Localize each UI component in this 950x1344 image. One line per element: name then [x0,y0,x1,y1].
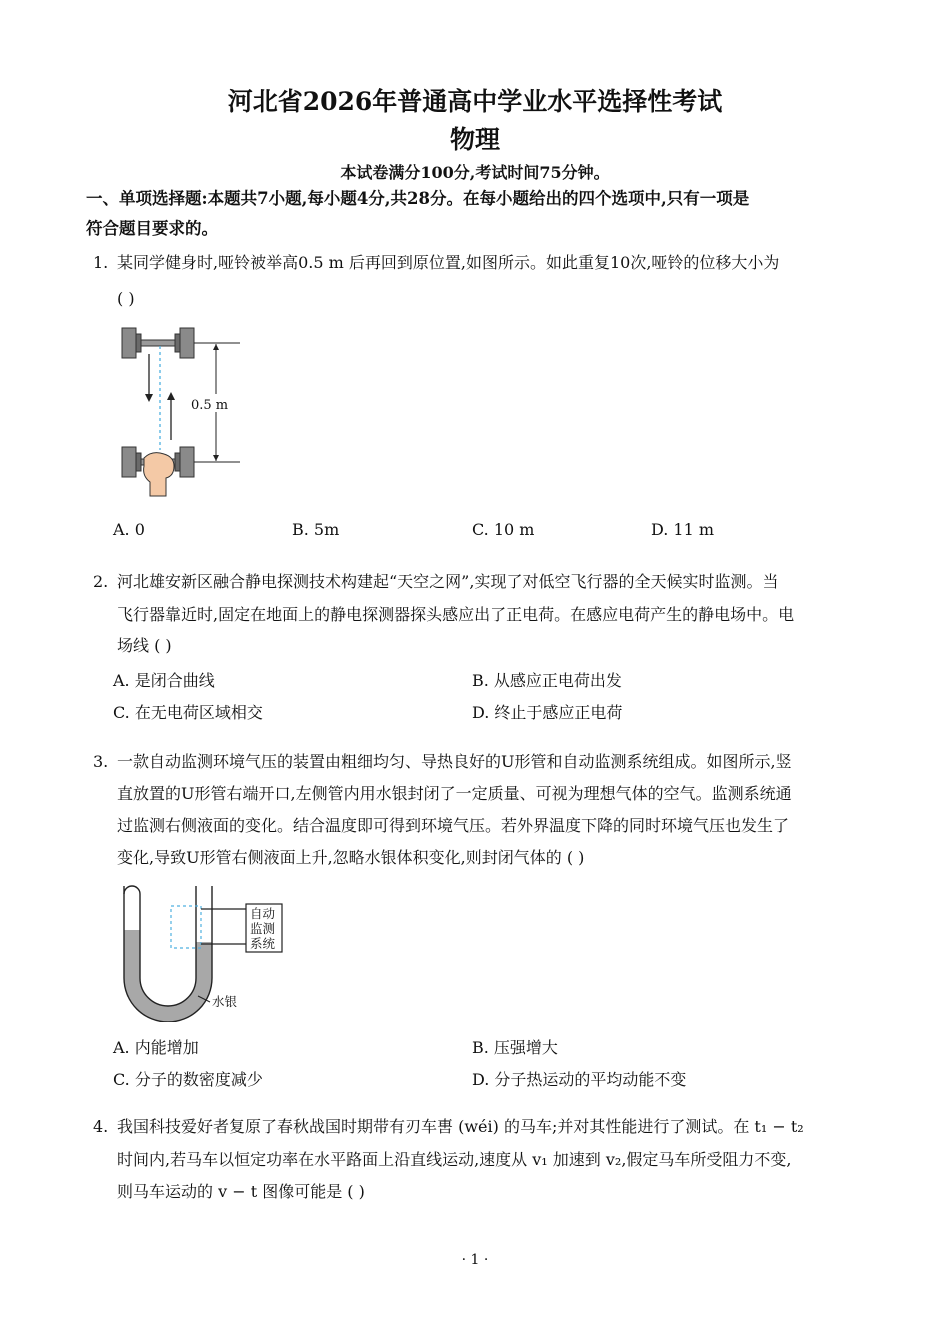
question-4-line2: 时间内,若马车以恒定功率在水平路面上沿直线运动,速度从 v₁ 加速到 v₂,假定马车所受阻力不变, [117,1150,792,1169]
subject-title: 物理 [449,125,500,154]
question-3-line4: 变化,导致U形管右侧液面上升,忽略水银体积变化,则封闭气体的 ( ) [117,848,585,867]
option-d[interactable]: D. 11 m [651,520,715,539]
question-number: 4. [93,1117,109,1136]
question-2 [93,566,883,597]
question-3-line2: 直放置的U形管右端开口,左侧管内用水银封闭了一定质量、可视为理想气体的空气。监测系统通 [117,784,792,803]
box-line-3: 系统 [250,936,276,951]
question-text: 一款自动监测环境气压的装置由粗细均匀、导热良好的U形管和自动监测系统组成。如图所示,竖 [117,752,792,771]
question-2-line3: 场线 ( ) [117,636,172,655]
dumbbell-figure [118,322,248,502]
option-b[interactable]: B. 5m [292,520,340,539]
question-1 [93,247,883,278]
section-heading-line1: 一、单项选择题:本题共7小题,每小题4分,共28分。在每小题给出的四个选项中,只有一项是 [86,189,750,208]
box-line-1: 自动 [250,906,276,921]
option-b[interactable]: B. 压强增大 [472,1038,558,1057]
hand-icon [144,453,174,496]
height-label: 0.5 m [191,398,229,413]
exam-title: 河北省2026年普通高中学业水平选择性考试 [227,87,723,116]
section-heading-line2: 符合题目要求的。 [86,219,218,238]
option-c[interactable]: C. 在无电荷区域相交 [113,703,263,722]
question-3-line3: 过监测右侧液面的变化。结合温度即可得到环境气压。若外界温度下降的同时环境气压也发生了 [117,816,790,835]
option-d[interactable]: D. 终止于感应正电荷 [472,703,623,722]
dumbbell-top-icon [122,328,194,358]
exam-info: 本试卷满分100分,考试时间75分钟。 [340,163,610,182]
question-4-line3: 则马车运动的 v − t 图像可能是 ( ) [117,1182,365,1201]
option-c[interactable]: C. 分子的数密度减少 [113,1070,263,1089]
page-number: · 1 · [461,1252,489,1268]
option-a[interactable]: A. 是闭合曲线 [113,671,215,690]
option-a[interactable]: A. 内能增加 [113,1038,199,1057]
question-4 [93,1111,883,1142]
u-tube-figure [118,882,298,1022]
question-number: 3. [93,752,109,771]
mercury-label: 水银 [212,994,238,1009]
question-number: 1. [93,253,109,272]
question-number: 2. [93,572,109,591]
option-c[interactable]: C. 10 m [472,520,535,539]
question-1-bracket: ( ) [117,289,135,308]
question-text: 河北雄安新区融合静电探测技术构建起“天空之网”,实现了对低空飞行器的全天候实时监测。当 [117,572,779,591]
question-text: 我国科技爱好者复原了春秋战国时期带有刃车軎 (wéi) 的马车;并对其性能进行了测试。在 t₁ − t₂ [117,1117,804,1136]
question-2-line2: 飞行器靠近时,固定在地面上的静电探测器探头感应出了正电荷。在感应电荷产生的静电场中。电 [117,605,795,624]
option-b[interactable]: B. 从感应正电荷出发 [472,671,622,690]
option-d[interactable]: D. 分子热运动的平均动能不变 [472,1070,687,1089]
section-heading [86,184,876,244]
option-a[interactable]: A. 0 [113,520,145,539]
question-text: 某同学健身时,哑铃被举高0.5 m 后再回到原位置,如图所示。如此重复10次,哑铃的位移大小为 [117,253,780,272]
question-3 [93,746,883,777]
box-line-2: 监测 [250,921,276,936]
